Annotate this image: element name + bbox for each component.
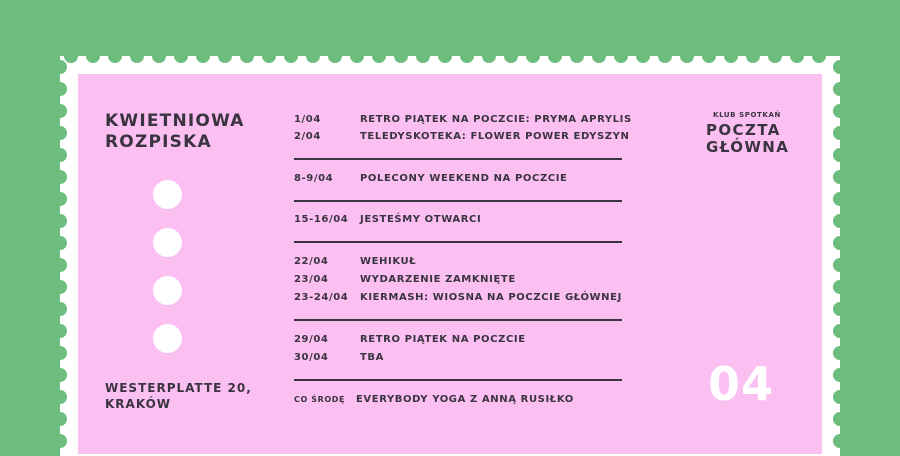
- schedule-row: [294, 274, 624, 290]
- perforation-hole: [812, 49, 826, 63]
- perforation-hole: [240, 49, 254, 63]
- schedule-row: [294, 292, 624, 308]
- perforation-hole: [350, 49, 364, 63]
- event-date: 22/04: [294, 256, 329, 267]
- schedule-row: [294, 131, 630, 147]
- perforation-hole: [53, 346, 67, 360]
- event-name: EVERYBODY YOGA Z ANNĄ RUSIŁKO: [356, 394, 574, 405]
- perforation-hole: [833, 302, 847, 316]
- perforation-hole: [592, 49, 606, 63]
- perforation-hole: [394, 49, 408, 63]
- divider: [294, 379, 622, 381]
- event-date: 29/04: [294, 334, 329, 345]
- event-name: KIERMASH: WIOSNA NA POCZCIE GŁÓWNEJ: [360, 292, 622, 303]
- perforation-hole: [833, 434, 847, 448]
- perforation-hole: [306, 49, 320, 63]
- perforation-hole: [64, 49, 78, 63]
- perforation-hole: [746, 49, 760, 63]
- perforation-hole: [53, 324, 67, 338]
- perforation-hole: [53, 302, 67, 316]
- venue-address: [105, 380, 252, 412]
- perforation-hole: [108, 49, 122, 63]
- perforation-hole: [790, 49, 804, 63]
- perforation-hole: [724, 49, 738, 63]
- event-name: JESTEŚMY OTWARCI: [360, 214, 482, 225]
- perforation-hole: [482, 49, 496, 63]
- schedule-row: [294, 256, 624, 272]
- perforation-hole: [328, 49, 342, 63]
- perforation-hole: [833, 368, 847, 382]
- perforation-hole: [53, 192, 67, 206]
- event-name: TELEDYSKOTEKA: FLOWER POWER EDYSZYN: [360, 131, 630, 142]
- perforation-hole: [833, 280, 847, 294]
- decorative-dot: [153, 324, 182, 353]
- perforation-hole: [53, 170, 67, 184]
- logo-line-1: POCZTA: [706, 121, 781, 139]
- event-name: WYDARZENIE ZAMKNIĘTE: [360, 274, 516, 285]
- logo-line-2: GŁÓWNA: [706, 138, 790, 156]
- perforation-hole: [86, 49, 100, 63]
- perforation-hole: [53, 214, 67, 228]
- address-street: WESTERPLATTE 20,: [105, 381, 252, 395]
- perforation-hole: [130, 49, 144, 63]
- perforation-hole: [526, 49, 540, 63]
- schedule-row: [294, 394, 624, 410]
- perforation-hole: [833, 258, 847, 272]
- perforation-hole: [416, 49, 430, 63]
- perforation-hole: [53, 412, 67, 426]
- event-date: 2/04: [294, 131, 321, 142]
- event-name: RETRO PIĄTEK NA POCZCIE: [360, 334, 526, 345]
- perforation-hole: [53, 82, 67, 96]
- perforation-hole: [833, 346, 847, 360]
- perforation-hole: [702, 49, 716, 63]
- perforation-hole: [438, 49, 452, 63]
- decorative-dot: [153, 276, 182, 305]
- decorative-dot: [153, 228, 182, 257]
- perforation-hole: [833, 192, 847, 206]
- perforation-hole: [570, 49, 584, 63]
- perforation-hole: [53, 60, 67, 74]
- perforation-hole: [174, 49, 188, 63]
- perforation-hole: [504, 49, 518, 63]
- perforation-hole: [262, 49, 276, 63]
- perforation-hole: [53, 126, 67, 140]
- perforation-hole: [218, 49, 232, 63]
- event-date: 30/04: [294, 352, 329, 363]
- perforation-hole: [833, 82, 847, 96]
- divider: [294, 319, 622, 321]
- perforation-hole: [53, 258, 67, 272]
- perforation-hole: [658, 49, 672, 63]
- event-date: 1/04: [294, 114, 321, 125]
- perforation-hole: [53, 148, 67, 162]
- perforation-hole: [833, 214, 847, 228]
- schedule-row: [294, 334, 624, 350]
- perforation-hole: [53, 236, 67, 250]
- perforation-hole: [833, 148, 847, 162]
- perforation-hole: [833, 126, 847, 140]
- perforation-hole: [53, 434, 67, 448]
- perforation-hole: [372, 49, 386, 63]
- perforation-hole: [53, 104, 67, 118]
- schedule-row: [294, 214, 624, 230]
- perforation-hole: [833, 412, 847, 426]
- perforation-hole: [548, 49, 562, 63]
- perforation-hole: [833, 104, 847, 118]
- schedule-title-line-1: KWIETNIOWA: [105, 111, 245, 131]
- divider: [294, 241, 622, 243]
- perforation-hole: [614, 49, 628, 63]
- perforation-hole: [833, 324, 847, 338]
- perforation-hole: [680, 49, 694, 63]
- perforation-hole: [284, 49, 298, 63]
- perforation-hole: [53, 368, 67, 382]
- divider: [294, 200, 622, 202]
- schedule-row: [294, 173, 624, 189]
- month-number: 04: [708, 357, 775, 411]
- club-logo: [706, 111, 789, 156]
- schedule-title: [105, 111, 245, 153]
- perforation-hole: [768, 49, 782, 63]
- event-date: 23-24/04: [294, 292, 349, 303]
- schedule-row: [294, 114, 632, 130]
- event-date: 8-9/04: [294, 173, 334, 184]
- stamp-face: [78, 74, 822, 454]
- perforation-hole: [196, 49, 210, 63]
- decorative-dot: [153, 180, 182, 209]
- perforation-hole: [833, 170, 847, 184]
- schedule-title-line-2: ROZPISKA: [105, 132, 212, 152]
- divider: [294, 158, 622, 160]
- perforation-hole: [53, 280, 67, 294]
- event-name: WEHIKUŁ: [360, 256, 417, 267]
- logo-title: [706, 122, 789, 156]
- address-city: KRAKÓW: [105, 397, 172, 411]
- event-name: RETRO PIĄTEK NA POCZCIE: PRYMA APRYLIS: [360, 114, 632, 125]
- event-date: CO ŚRODĘ: [294, 395, 346, 404]
- perforation-hole: [152, 49, 166, 63]
- perforation-hole: [460, 49, 474, 63]
- event-name: TBA: [360, 352, 384, 363]
- perforation-hole: [833, 236, 847, 250]
- event-date: 23/04: [294, 274, 329, 285]
- schedule-row: [294, 352, 624, 368]
- logo-subtitle: KLUB SPOTKAŃ: [713, 111, 781, 119]
- perforation-hole: [833, 60, 847, 74]
- event-date: 15-16/04: [294, 214, 349, 225]
- perforation-hole: [833, 390, 847, 404]
- perforation-hole: [53, 390, 67, 404]
- perforation-hole: [636, 49, 650, 63]
- event-name: POLECONY WEEKEND NA POCZCIE: [360, 173, 568, 184]
